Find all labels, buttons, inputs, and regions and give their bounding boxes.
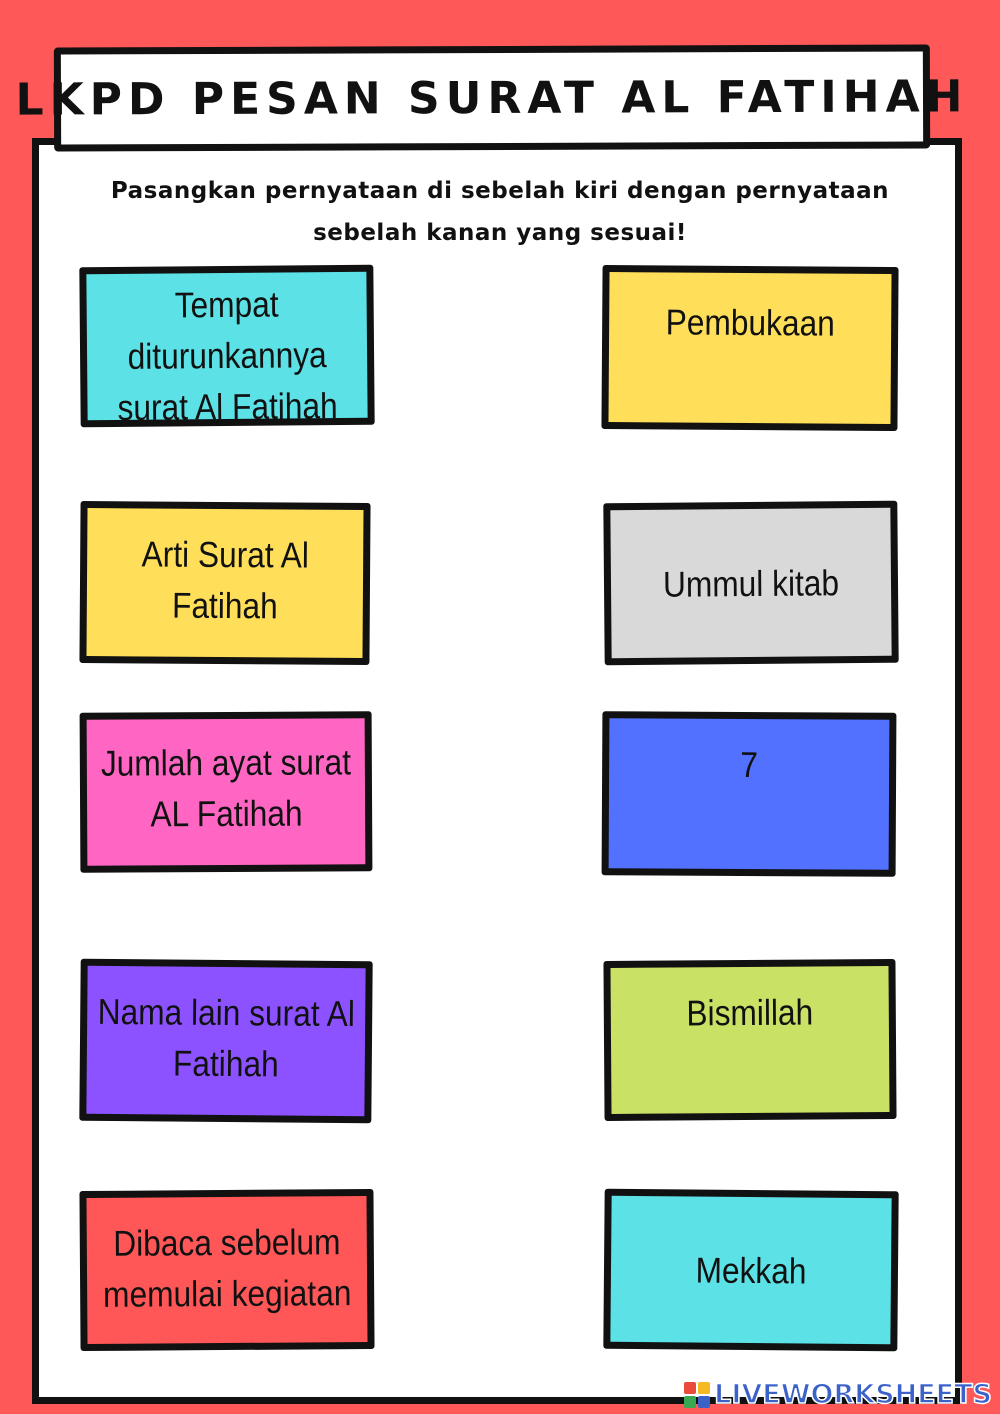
- left-card-5-line-1: Dibaca sebelum: [113, 1221, 341, 1264]
- right-card-bismillah[interactable]: [603, 959, 896, 1121]
- right-card-3-label: 7: [740, 743, 759, 786]
- left-card-2-line-1: Arti Surat Al: [141, 533, 309, 576]
- left-card-4-line-2: Fatihah: [172, 1042, 279, 1085]
- left-card-verse-count[interactable]: [80, 711, 373, 873]
- left-card-place-revealed[interactable]: [79, 265, 374, 428]
- left-card-meaning[interactable]: [79, 501, 370, 665]
- instruction-text: [40, 170, 960, 254]
- right-card-2-label: Ummul kitab: [662, 561, 840, 605]
- left-card-read-before[interactable]: [79, 1189, 374, 1351]
- left-card-other-name[interactable]: [79, 959, 372, 1124]
- left-card-4-line-1: Nama lain surat Al: [97, 990, 355, 1035]
- right-card-5-label: Mekkah: [695, 1249, 807, 1291]
- left-card-3-line-1: Jumlah ayat surat: [100, 741, 351, 784]
- instruction-line-1: Pasangkan pernyataan di sebelah kiri dengan pernyataan: [110, 178, 890, 204]
- right-card-1-label: Pembukaan: [665, 301, 835, 344]
- instruction-line-2: sebelah kanan yang sesuai!: [313, 220, 687, 246]
- right-card-pembukaan[interactable]: [601, 265, 898, 431]
- left-card-2-line-2: Fatihah: [171, 584, 278, 627]
- left-card-5-line-2: memulai kegiatan: [102, 1272, 352, 1315]
- liveworksheets-watermark: [684, 1379, 992, 1410]
- left-card-1-line-1: Tempat: [174, 283, 279, 326]
- liveworksheets-logo-icon: [684, 1382, 710, 1408]
- left-card-1-line-3: surat Al Fatihah: [117, 385, 338, 428]
- right-card-4-label: Bismillah: [686, 991, 814, 1034]
- title-banner: [15, 44, 969, 151]
- left-card-3-line-2: AL Fatihah: [149, 792, 303, 835]
- right-card-seven[interactable]: [602, 711, 897, 877]
- watermark-text: LIVEWORKSHEETS: [714, 1379, 992, 1410]
- worksheet-title: LKPD PESAN SURAT AL FATIHAH: [15, 70, 969, 126]
- right-card-ummul-kitab[interactable]: [603, 501, 898, 666]
- left-card-1-line-2: diturunkannya: [127, 334, 327, 377]
- right-card-mekkah[interactable]: [603, 1189, 898, 1352]
